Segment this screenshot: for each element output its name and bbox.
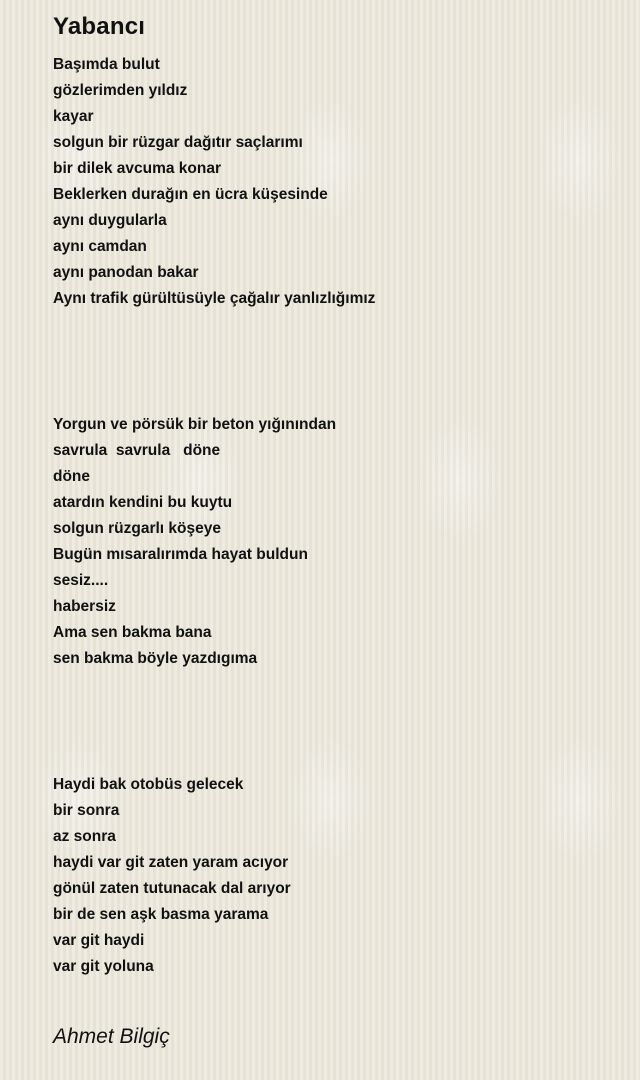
poem-line: sen bakma böyle yazdıgıma: [53, 650, 258, 667]
poem-line: savrula savrula döne: [53, 442, 221, 459]
poem-author: Ahmet Bilgiç: [53, 1025, 170, 1048]
poem-line: az sonra: [53, 828, 116, 845]
poem-line: aynı camdan: [53, 238, 147, 255]
poem-line: bir de sen aşk basma yarama: [53, 906, 269, 923]
poem-line: Beklerken durağın en ücra küşesinde: [53, 186, 328, 203]
poem-line: haydi var git zaten yaram acıyor: [53, 854, 289, 871]
poem-line: solgun bir rüzgar dağıtır saçlarımı: [53, 134, 303, 151]
poem-line: solgun rüzgarlı köşeye: [53, 520, 221, 537]
poem-line: Başımda bulut: [53, 56, 160, 73]
poem-line: var git yoluna: [53, 958, 154, 975]
poem-line: var git haydi: [53, 932, 145, 949]
stanza-1: [53, 52, 613, 312]
poem-title: Yabancı: [53, 13, 146, 40]
poem-line: aynı panodan bakar: [53, 264, 199, 281]
stanza-2: [53, 412, 613, 672]
poem-line: Haydi bak otobüs gelecek: [53, 776, 244, 793]
poem-line: döne: [53, 468, 91, 485]
poem-line: bir dilek avcuma konar: [53, 160, 221, 177]
poem-line: gözlerimden yıldız: [53, 82, 188, 99]
poem-line: habersiz: [53, 598, 116, 615]
poem-line: kayar: [53, 108, 94, 125]
poem-line: atardın kendini bu kuytu: [53, 494, 233, 511]
poem-line: bir sonra: [53, 802, 120, 819]
poem-page: [53, 12, 613, 1052]
stanza-3: [53, 772, 613, 980]
poem-line: Aynı trafik gürültüsüyle çağalır yanlızlığımız: [53, 290, 376, 307]
poem-line: sesiz....: [53, 572, 109, 589]
poem-line: gönül zaten tutunacak dal arıyor: [53, 880, 291, 897]
poem-line: Yorgun ve pörsük bir beton yığınından: [53, 416, 337, 433]
poem-line: Ama sen bakma bana: [53, 624, 212, 641]
poem-line: Bugün mısaralırımda hayat buldun: [53, 546, 308, 563]
poem-body: [53, 52, 613, 980]
poem-line: aynı duygularla: [53, 212, 167, 229]
